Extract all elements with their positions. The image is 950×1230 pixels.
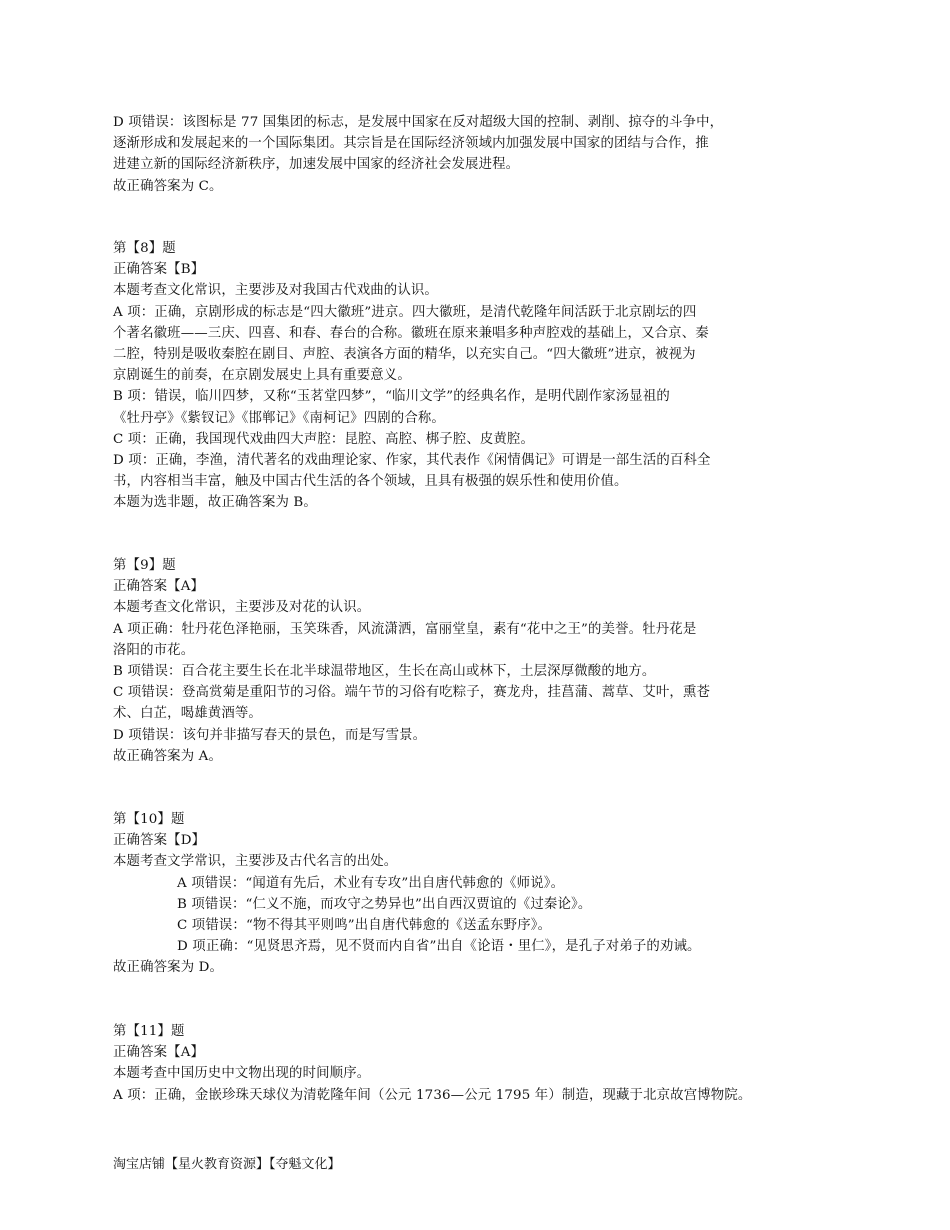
paragraph-line: 本题考查文化常识，主要涉及对花的认识。 xyxy=(113,600,371,616)
question-9-block xyxy=(113,555,710,767)
question-title: 第【10】题 xyxy=(113,812,185,827)
paragraph-line: 《牡丹亭》《紫钗记》《邯郸记》《南柯记》四剧的合称。 xyxy=(113,410,445,426)
answer-line: 正确答案【B】 xyxy=(113,262,205,278)
paragraph-line: 本题考查文学常识，主要涉及古代名言的出处。 xyxy=(113,854,398,870)
paragraph-line: 洛阳的市花。 xyxy=(113,642,195,658)
question-10-block xyxy=(113,809,701,979)
paragraph-line: 个著名徽班——三庆、四喜、和春、春台的合称。徽班在原来兼唱多种声腔戏的基础上，又合京、秦 xyxy=(113,325,709,341)
question-8-block xyxy=(113,238,711,514)
paragraph-line: 书，内容相当丰富，触及中国古代生活的各个领域，且具有极强的娱乐性和使用价值。 xyxy=(113,474,628,490)
page-footer: 淘宝店铺【星火教育资源】【夺魁文化】 xyxy=(113,1157,341,1172)
option-line: A 项错误：“闻道有先后，术业有专攻”出自唐代韩愈的《师说》。 xyxy=(177,875,565,891)
paragraph-line: 术、白芷，喝雄黄酒等。 xyxy=(113,706,262,722)
paragraph-line: C 项错误：登高赏菊是重阳节的习俗。端午节的习俗有吃粽子，赛龙舟，挂菖蒲、蒿草、艾叶，熏苍 xyxy=(113,685,711,701)
q7-explanation-tail xyxy=(113,112,723,197)
paragraph-line: D 项：正确，李渔，清代著名的戏曲理论家、作家，其代表作《闲情偶记》可谓是一部生活的百科全 xyxy=(113,453,711,469)
answer-line: 正确答案【A】 xyxy=(113,1045,205,1061)
paragraph-line: 逐渐形成和发展起来的一个国际集团。其宗旨是在国际经济领域内加强发展中国家的团结与合作，推 xyxy=(113,136,709,152)
question-title: 第【11】题 xyxy=(113,1024,185,1039)
conclusion-line: 本题为选非题，故正确答案为 B。 xyxy=(113,495,317,511)
option-line: B 项错误：“仁义不施，而攻守之势异也”出自西汉贾谊的《过秦论》。 xyxy=(177,896,592,912)
paragraph-line: C 项：正确，我国现代戏曲四大声腔：昆腔、高腔、梆子腔、皮黄腔。 xyxy=(113,431,535,447)
paragraph-line: D 项错误：该句并非描写春天的景色，而是写雪景。 xyxy=(113,727,427,743)
paragraph-line: B 项：错误，临川四梦，又称“玉茗堂四梦”，“临川文学”的经典名作，是明代剧作家汤显祖的 xyxy=(113,389,670,405)
paragraph-line: A 项正确：牡丹花色泽艳丽，玉笑珠香，风流潇洒，富丽堂皇，素有“花中之王”的美誉。牡丹花是 xyxy=(113,621,697,637)
paragraph-line: 二腔，特别是吸收秦腔在剧目、声腔、表演各方面的精华，以充实自己。“四大徽班”进京，被视为 xyxy=(113,347,696,363)
question-11-block xyxy=(113,1021,751,1106)
conclusion-line: 故正确答案为 D。 xyxy=(113,960,224,976)
option-line: C 项错误：“物不得其平则鸣”出自唐代韩愈的《送孟东野序》。 xyxy=(177,918,552,934)
conclusion-line: 故正确答案为 A。 xyxy=(113,748,223,764)
paragraph-line: B 项错误：百合花主要生长在北半球温带地区，生长在高山或林下，土层深厚微酸的地方。 xyxy=(113,664,656,680)
paragraph-line: 京剧诞生的前奏，在京剧发展史上具有重要意义。 xyxy=(113,368,411,384)
paragraph-line: 本题考查文化常识，主要涉及对我国古代戏曲的认识。 xyxy=(113,283,438,299)
option-line: D 项正确：“见贤思齐焉，见不贤而内自省”出自《论语・里仁》，是孔子对弟子的劝诫。 xyxy=(177,939,701,955)
paragraph-line: A 项：正确，京剧形成的标志是“四大徽班”进京。四大徽班，是清代乾隆年间活跃于北京剧坛的四 xyxy=(113,304,697,320)
answer-line: 正确答案【D】 xyxy=(113,833,206,849)
paragraph-line: 进建立新的国际经济新秩序，加速发展中国家的经济社会发展进程。 xyxy=(113,157,520,173)
question-title: 第【8】题 xyxy=(113,241,176,256)
answer-line: 正确答案【A】 xyxy=(113,579,205,595)
paragraph-line: A 项：正确，金嵌珍珠天球仪为清乾隆年间（公元 1736—公元 1795 年）制造，现藏于北京故宫博物院。 xyxy=(113,1087,752,1103)
paragraph-line: D 项错误：该图标是 77 国集团的标志，是发展中国家在反对超级大国的控制、剥削、掠夺的斗争中， xyxy=(113,115,724,130)
question-title: 第【9】题 xyxy=(113,558,176,573)
paragraph-line: 本题考查中国历史中文物出现的时间顺序。 xyxy=(113,1066,371,1082)
conclusion-line: 故正确答案为 C。 xyxy=(113,178,223,194)
